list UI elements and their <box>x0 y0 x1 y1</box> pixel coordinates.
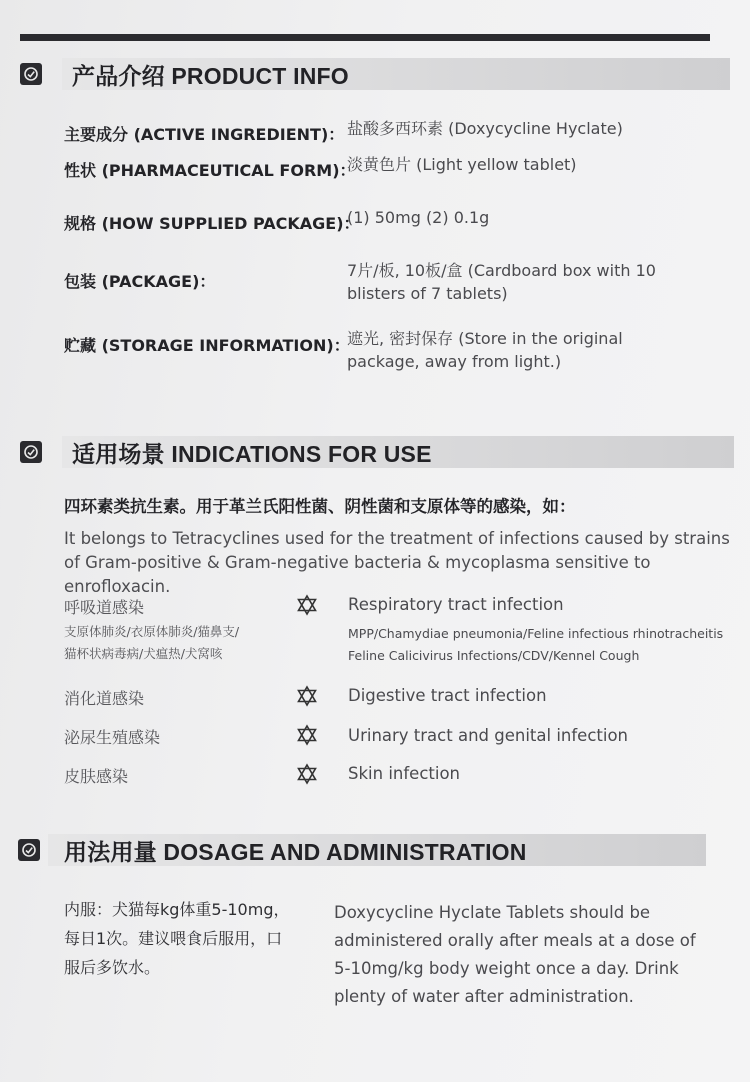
star-of-david-icon <box>296 685 318 707</box>
storage-label: 贮藏 (STORAGE INFORMATION)： <box>64 336 350 355</box>
indication-cn-detail: 支原体肺炎/衣原体肺炎/猫鼻支/ <box>64 624 240 639</box>
indication-en-detail: MPP/Chamydiae pneumonia/Feline infectious rhinotracheitis <box>348 626 724 641</box>
supplied-package-value: (1) 50mg (2) 0.1g <box>347 208 490 227</box>
indication-en: Skin infection <box>348 764 460 783</box>
indication-cn-detail: 猫杯状病毒病/犬瘟热/犬窝咳 <box>64 646 223 661</box>
indication-en-detail: Feline Calicivirus Infections/CDV/Kennel Cough <box>348 648 640 663</box>
indication-cn: 呼吸道感染 <box>64 598 145 617</box>
indications-header <box>20 436 734 468</box>
supplied-package-label: 规格 (HOW SUPPLIED PACKAGE)： <box>64 214 360 233</box>
product-info-header <box>20 58 730 90</box>
storage-value: 遮光, 密封保存 (Store in the original package, away from light.) <box>347 329 623 371</box>
section-title: 适用场景 INDICATIONS FOR USE <box>72 440 432 467</box>
section-emblem-icon <box>20 63 42 85</box>
indication-cn: 消化道感染 <box>64 689 145 708</box>
package-value: 7片/板, 10板/盒 (Cardboard box with 10 blisters of 7 tablets) <box>347 261 656 303</box>
indication-cn: 皮肤感染 <box>64 767 129 786</box>
active-ingredient-label: 主要成分 (ACTIVE INGREDIENT)： <box>64 125 345 144</box>
star-of-david-icon <box>296 763 318 785</box>
top-rule <box>20 34 710 41</box>
star-of-david-icon <box>296 594 318 616</box>
indications-intro-cn: 四环素类抗生素。用于革兰氏阳性菌、阴性菌和支原体等的感染，如： <box>64 497 576 516</box>
pharmaceutical-form-value: 淡黄色片 (Light yellow tablet) <box>347 155 577 174</box>
star-of-david-icon <box>296 724 318 746</box>
section-title: 产品介绍 PRODUCT INFO <box>72 62 349 89</box>
section-title-bar <box>62 436 734 468</box>
indication-cn: 泌尿生殖感染 <box>64 728 161 747</box>
indication-en: Urinary tract and genital infection <box>348 726 629 745</box>
section-title-bar <box>48 834 706 866</box>
dosage-en: Doxycycline Hyclate Tablets should be administered orally after meals at a dose of 5-10mg/kg body weight once a day. Drink plenty of water after administration. <box>334 903 696 1006</box>
indication-en: Respiratory tract infection <box>348 595 564 614</box>
dosage-cn: 内服：犬猫每kg体重5-10mg，每日1次。建议喂食后服用，口服后多饮水。 <box>64 900 290 977</box>
package-label: 包装 (PACKAGE)： <box>64 272 216 291</box>
section-emblem-icon <box>18 839 40 861</box>
active-ingredient-value: 盐酸多西环素 (Doxycycline Hyclate) <box>347 119 623 138</box>
pharmaceutical-form-label: 性状 (PHARMACEUTICAL FORM)： <box>64 161 356 180</box>
section-title-bar <box>62 58 730 90</box>
section-title: 用法用量 DOSAGE AND ADMINISTRATION <box>64 838 527 865</box>
indication-en: Digestive tract infection <box>348 686 547 705</box>
section-emblem-icon <box>20 441 42 463</box>
dosage-header <box>18 834 706 866</box>
indications-intro-en: It belongs to Tetracyclines used for the treatment of infections caused by strains of Gram-positive & Gram-negative bacteria & mycoplasma sensitive to enrofloxacin. <box>64 529 730 596</box>
